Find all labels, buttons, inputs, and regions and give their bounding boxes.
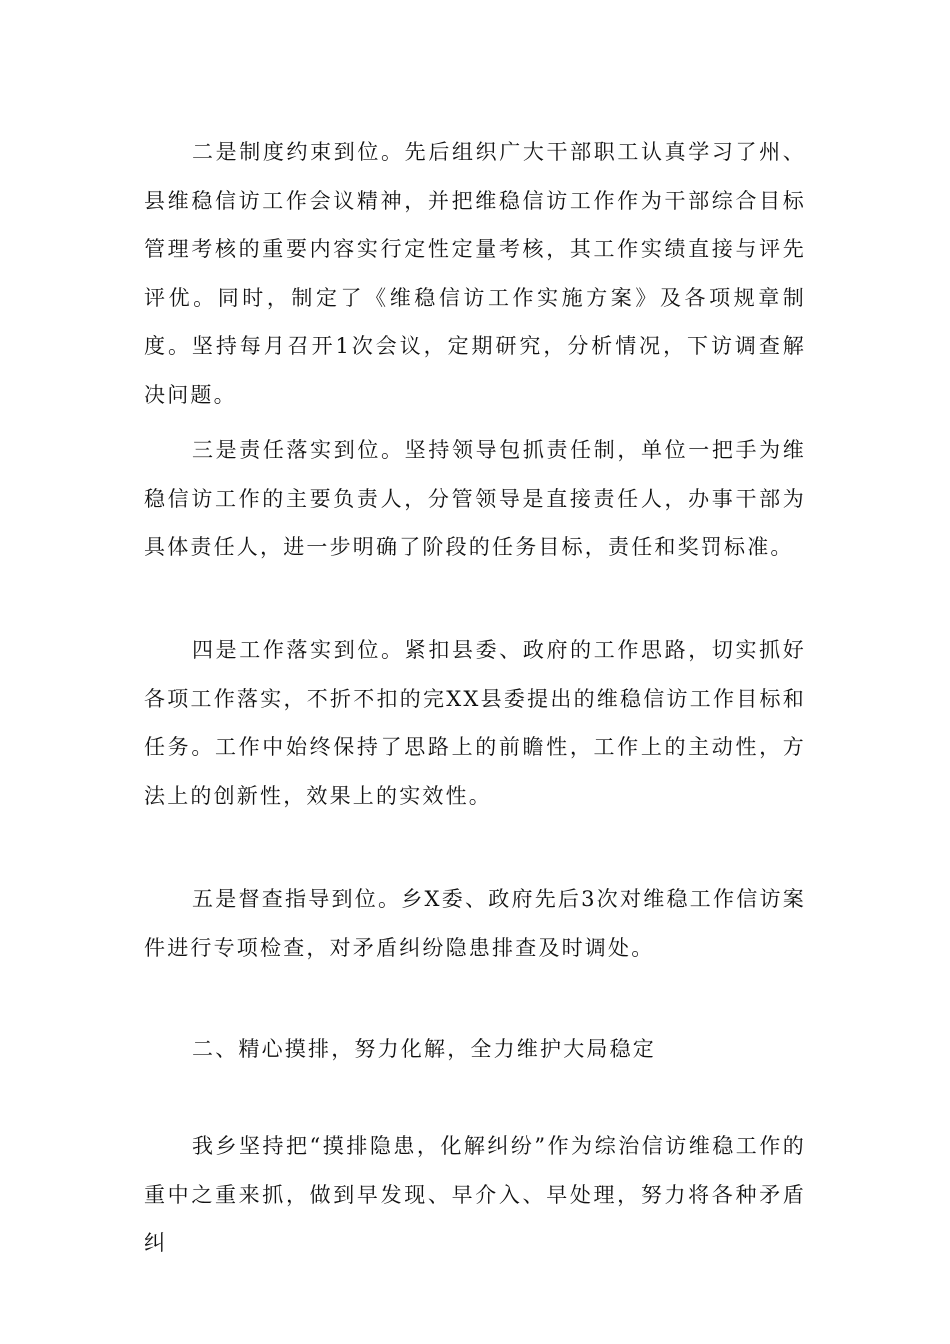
section-heading-two: 二、精心摸排，努力化解，全力维护大局稳定 — [192, 1037, 656, 1061]
paragraph-supervision-guidance: 五是督查指导到位。乡X委、政府先后3次对维稳工作信访案件进行专项检查，对矛盾纠纷隐患排查及时调处。 — [144, 887, 806, 960]
paragraph-dispute-resolution: 我乡坚持把“摸排隐患，化解纠纷”作为综治信访维稳工作的重中之重来抓，做到早发现、早介入、早处理，努力将各种矛盾纠 — [144, 1134, 806, 1255]
paragraph-work-implementation: 四是工作落实到位。紧扣县委、政府的工作思路，切实抓好各项工作落实，不折不扣的完XX县委提出的维稳信访工作目标和任务。工作中始终保持了思路上的前瞻性，工作上的主动性，方法上的创新性，效果上的实效性。 — [144, 638, 806, 808]
paragraph-institutional-constraints: 二是制度约束到位。先后组织广大干部职工认真学习了州、县维稳信访工作会议精神，并把维稳信访工作作为干部综合目标管理考核的重要内容实行定性定量考核，其工作实绩直接与评先评优。同时，制定了《维稳信访工作实施方案》及各项规章制度。坚持每月召开1次会议，定期研究，分析情况，下访调查解决问题。 — [144, 140, 806, 407]
paragraph-responsibility-implementation: 三是责任落实到位。坚持领导包抓责任制，单位一把手为维稳信访工作的主要负责人，分管领导是直接责任人，办事干部为具体责任人，进一步明确了阶段的任务目标，责任和奖罚标准。 — [144, 438, 806, 559]
